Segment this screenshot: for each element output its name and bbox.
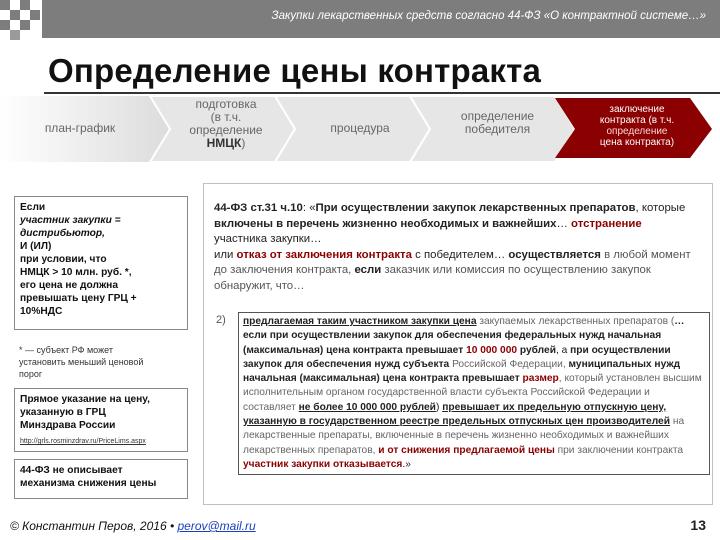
paragraph-2-number: 2) — [216, 314, 226, 326]
sidebar-condition-box — [14, 196, 188, 330]
step-label-5: заключение контракта (в т.ч. определение цена контракта) — [599, 104, 675, 148]
price-line: Прямое указание на цену, — [20, 394, 150, 405]
header-doc-title: Закупки лекарственных средств согласно 44-ФЗ «О контрактной системе…» — [271, 10, 706, 22]
condition-line: при условии, что — [20, 254, 107, 265]
price-line: Минздрава России — [20, 420, 116, 431]
price-line: указанную в ГРЦ — [20, 407, 106, 418]
condition-line: И (ИЛ) — [20, 241, 52, 252]
step-label-3: процедура — [330, 121, 390, 135]
footnote-line: порог — [19, 369, 43, 379]
condition-line: Если — [20, 202, 46, 213]
footnote-line: установить меньший ценовой — [19, 357, 144, 367]
condition-line: 10%НДС — [20, 306, 63, 317]
step-label-4: определение победителя — [460, 109, 535, 136]
page-number: 13 — [690, 517, 706, 533]
condition-line: его цена не должна — [20, 280, 119, 291]
grls-link[interactable]: http://grls.rosminzdrav.ru/PriceLims.aspx — [20, 438, 146, 445]
condition-line: дистрибьютор, — [20, 228, 105, 239]
footer-email-link[interactable]: perov@mail.ru — [177, 519, 256, 533]
condition-line: участник закупки = — [20, 215, 121, 226]
step-label-2: подготовка (в т.ч. определение НМЦК) — [189, 97, 263, 150]
condition-line: превышать цену ГРЦ + — [20, 293, 137, 304]
note-line: 44-ФЗ не описывает — [20, 465, 123, 476]
footer — [10, 519, 256, 533]
sidebar-note-box — [14, 459, 188, 499]
law-paragraph-2: предлагаемая таким участником закупки цена закупаемых лекарственных препаратов (…если при осуществлении закупок для обеспечения федеральных нужд начальная (максимальная) цена контракта превышает 10 000 000 рублей, а при осуществлении закупок для обеспечения нужд субъекта Российской Федерации, муниципальных нужд начальная (максимальная) цена контракта превышает размер, который установлен высшим исполнительным органом государственной власти субъекта Российской Федерации и составляет не более 10 000 000 рублей) превышает их предельную отпускную цену, указанную в государственном реестре предельных отпускных цен производителей на лекарственные препараты, включенные в перечень жизненно необходимых и важнейших лекарственных препаратов, и от снижения предлагаемой цены при заключении контракта участник закупки отказывается.» — [238, 312, 710, 475]
slide-title: Определение цены контракта — [48, 52, 542, 89]
header-bar — [42, 0, 720, 38]
footnote-line: * — субъект РФ может — [19, 345, 113, 355]
law-reference: 44-ФЗ ст.31 ч.10 — [214, 202, 303, 214]
process-steps — [0, 96, 720, 162]
step-label-1: план-график — [44, 121, 116, 135]
law-paragraph-1: 44-ФЗ ст.31 ч.10: «При осуществлении закупок лекарственных препаратов, которые включены в перечень жизненно необходимых и важнейших… отстранение участника закупки… или отказ от заключения контракта с победителем… осуществляется в любой момент до заключения контракта, если заказчик или комиссия по осуществлению закупок обнаружит, что… — [214, 202, 691, 292]
note-line: механизма снижения цены — [20, 478, 157, 489]
footer-author: © Константин Перов, 2016 • — [10, 519, 178, 533]
condition-line: НМЦК > 10 млн. руб. *, — [20, 267, 132, 278]
title-divider — [44, 92, 720, 94]
sidebar-price-box — [14, 388, 188, 452]
sidebar-footnote — [14, 340, 188, 386]
